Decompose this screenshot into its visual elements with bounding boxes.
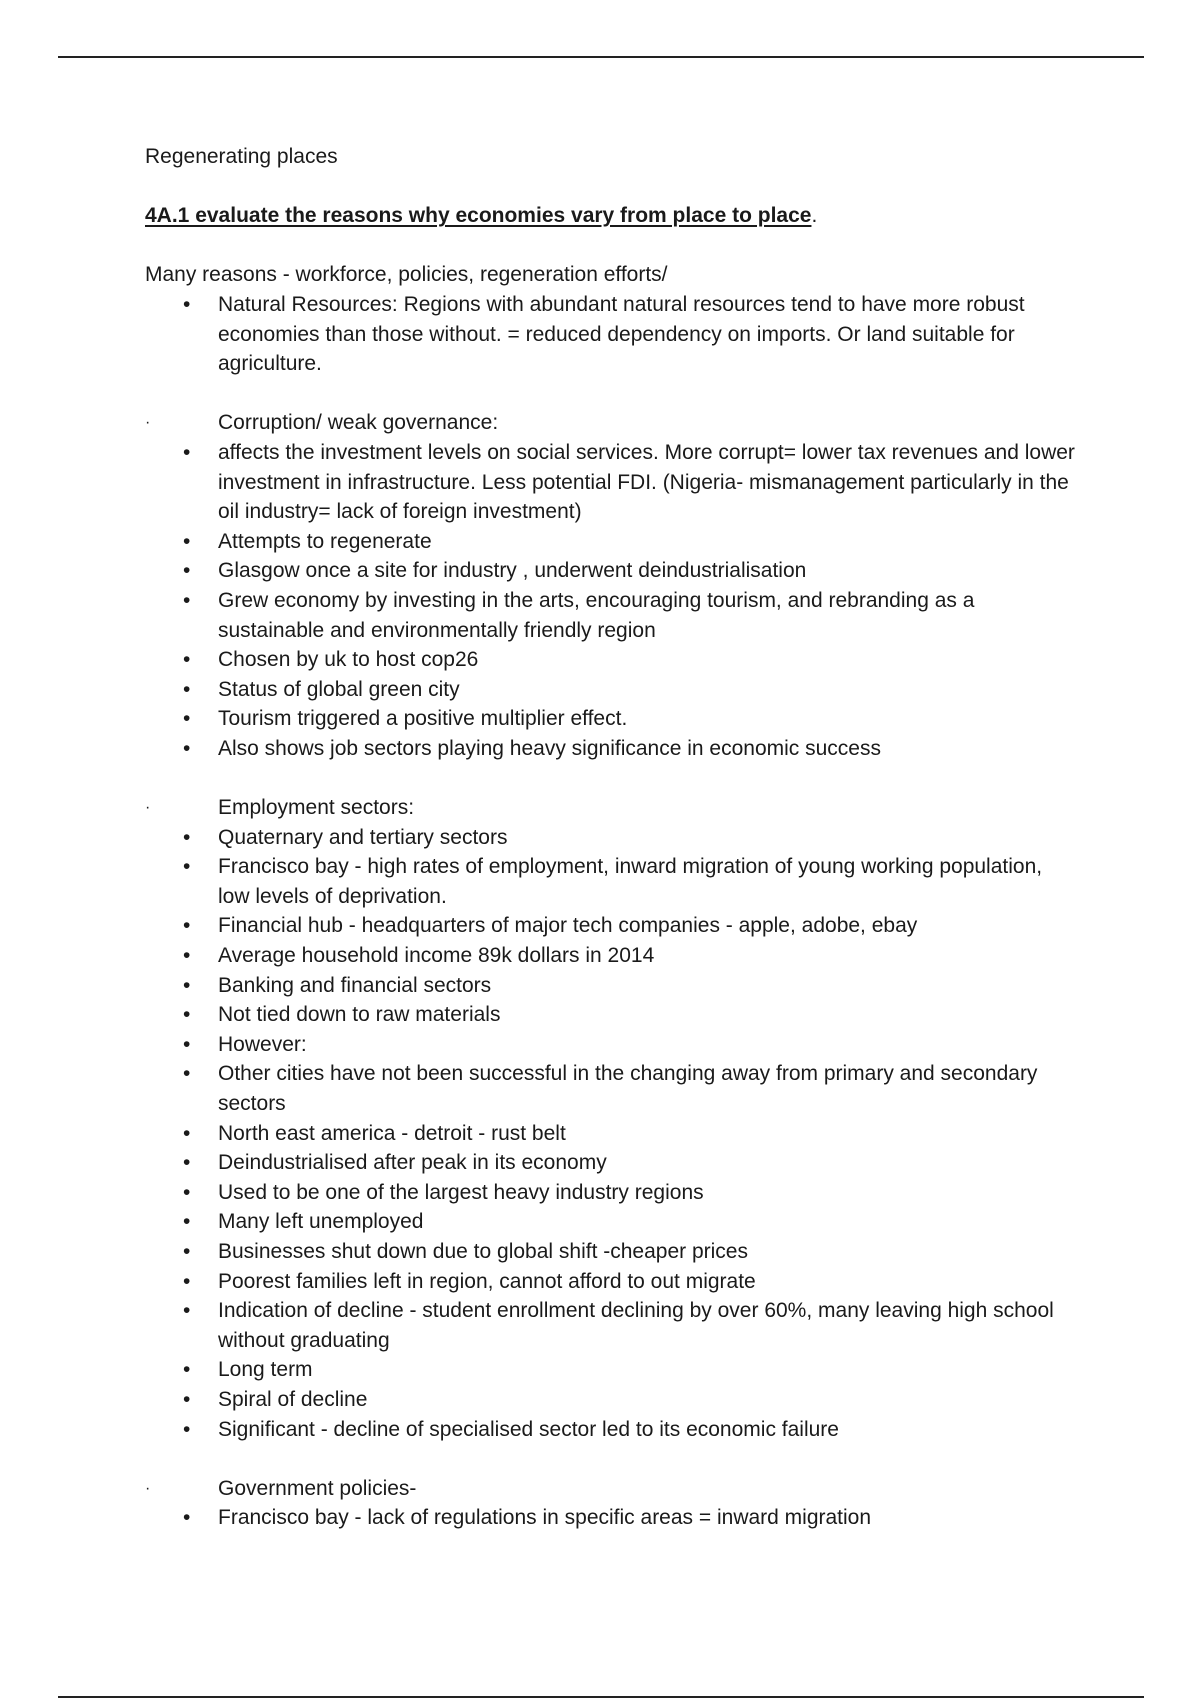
list-item: • Status of global green city xyxy=(145,675,1075,705)
heading-underlined-text: 4A.1 evaluate the reasons why economies vary from place to place xyxy=(145,204,812,228)
section-corruption-heading xyxy=(145,408,1075,438)
list-item: • Long term xyxy=(145,1355,1075,1385)
section-marker: · xyxy=(145,414,151,432)
list-item: • Spiral of decline xyxy=(145,1385,1075,1415)
section-heading-text: Employment sectors: xyxy=(218,796,415,820)
list-item: • Natural Resources: Regions with abundant natural resources tend to have more robust economies than those without. = reduced dependency on imports. Or land suitable for agriculture. xyxy=(145,290,1075,379)
document-title: Regenerating places xyxy=(145,145,338,168)
list-item: • Grew economy by investing in the arts, encouraging tourism, and rebranding as a sustainable and environmentally friendly region xyxy=(145,586,1075,645)
list-item: • Average household income 89k dollars in 2014 xyxy=(145,941,1075,971)
list-item: • However: xyxy=(145,1030,1075,1060)
document-body xyxy=(145,142,1075,1533)
list-item: • Also shows job sectors playing heavy significance in economic success xyxy=(145,734,1075,764)
section-heading-4a1 xyxy=(145,201,1075,231)
list-item: • Not tied down to raw materials xyxy=(145,1000,1075,1030)
list-item: • Financial hub - headquarters of major tech companies - apple, adobe, ebay xyxy=(145,911,1075,941)
intro-line: Many reasons - workforce, policies, regeneration efforts/ xyxy=(145,263,668,287)
list-item: • Indication of decline - student enrollment declining by over 60%, many leaving high school without graduating xyxy=(145,1296,1075,1355)
list-item: • Poorest families left in region, cannot afford to out migrate xyxy=(145,1267,1075,1297)
list-item: • North east america - detroit - rust belt xyxy=(145,1119,1075,1149)
list-item: • affects the investment levels on social services. More corrupt= lower tax revenues and lower investment in infrastructure. Less potential FDI. (Nigeria- mismanagement particularly in the oil industry= lack of foreign investment) xyxy=(145,438,1075,527)
list-item: • Banking and financial sectors xyxy=(145,971,1075,1001)
top-page-rule xyxy=(58,56,1144,58)
list-item: • Many left unemployed xyxy=(145,1207,1075,1237)
intro-bullet-list xyxy=(145,290,1075,379)
section-heading-text: Corruption/ weak governance: xyxy=(218,411,499,435)
list-item: • Francisco bay - high rates of employment, inward migration of young working population, low levels of deprivation. xyxy=(145,852,1075,911)
corruption-bullet-list xyxy=(145,438,1075,764)
section-heading-text: Government policies- xyxy=(218,1476,417,1500)
list-item: • Businesses shut down due to global shift -cheaper prices xyxy=(145,1237,1075,1267)
section-marker: · xyxy=(145,1479,151,1497)
list-item: • Chosen by uk to host cop26 xyxy=(145,645,1075,675)
government-bullet-list xyxy=(145,1503,1075,1533)
list-item: • Tourism triggered a positive multiplier effect. xyxy=(145,704,1075,734)
employment-bullet-list xyxy=(145,823,1075,1444)
bottom-page-rule xyxy=(58,1696,1144,1698)
list-item: • Used to be one of the largest heavy industry regions xyxy=(145,1178,1075,1208)
list-item: • Significant - decline of specialised sector led to its economic failure xyxy=(145,1415,1075,1445)
list-item: • Attempts to regenerate xyxy=(145,527,1075,557)
list-item: • Deindustrialised after peak in its economy xyxy=(145,1148,1075,1178)
list-item: • Quaternary and tertiary sectors xyxy=(145,823,1075,853)
list-item: • Glasgow once a site for industry , underwent deindustrialisation xyxy=(145,556,1075,586)
heading-suffix: . xyxy=(811,204,818,228)
list-item: • Other cities have not been successful in the changing away from primary and secondary sectors xyxy=(145,1059,1075,1118)
section-marker: · xyxy=(145,799,151,817)
list-item: • Francisco bay - lack of regulations in specific areas = inward migration xyxy=(145,1503,1075,1533)
section-government-heading xyxy=(145,1474,1075,1504)
section-employment-heading xyxy=(145,793,1075,823)
